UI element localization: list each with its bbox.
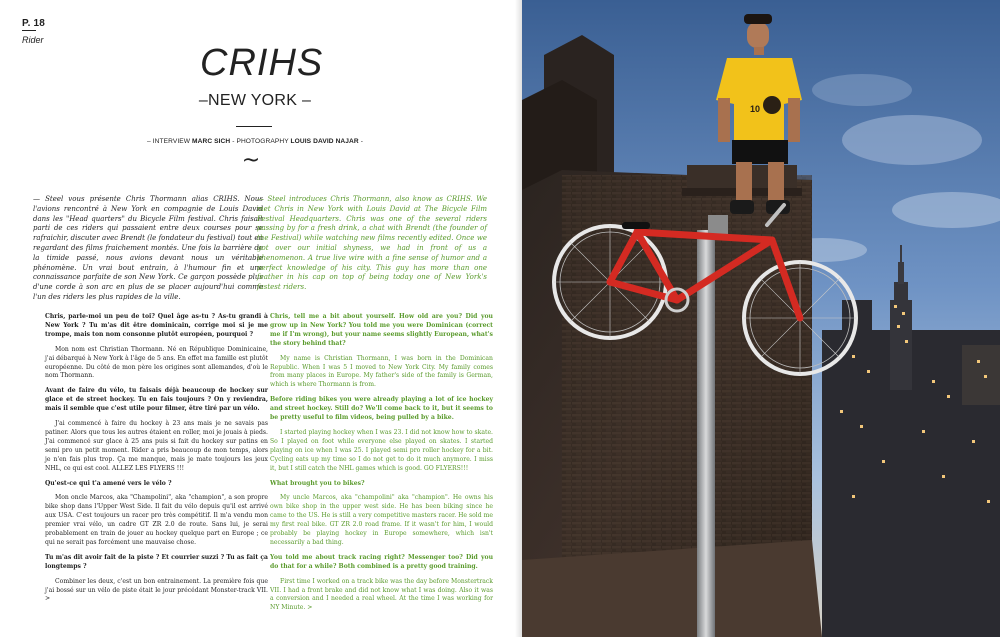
question-fr: Avant de faire du vélo, tu faisais déjà beaucoup de hockey sur glace et de street hockey. Tu en fais toujours ? On y reviendra, mais il semble que c'est utile pour filmer, être tiré par un vélo. — [45, 387, 268, 413]
article-subtitle: –NEW YORK – — [198, 92, 312, 109]
answer-fr: Mon oncle Marcos, aka "Champolini", aka "champion", a son propre bike shop dans l'Upper West Side. Il fait du vélo depuis qu'il est arrivé aux USA. C'est toujours un racer pro très compétitif. Il m'a vendu mon premier vrai vélo, un cadre GT ZR 2.0 de route. Sans lui, je serai probablement en train de jouer au hockey quelque part en Europe ; ce qui ne serait pas forcément une mauvaise chose. — [45, 494, 268, 546]
photographer-name: LOUIS DAVID NAJAR — [290, 138, 359, 145]
interview-column-english — [270, 313, 493, 619]
answer-fr: Combiner les deux, c'est un bon entrainement. La première fois que j'ai bossé sur un vélo de piste était le jour précédant Monster-track VII. > — [45, 577, 268, 603]
credit-rule — [236, 126, 272, 127]
page-fold-shadow — [515, 0, 522, 637]
answer-en: My name is Christian Thormann, I was born in the Dominican Republic. When I was 5 I moved to New York City. My family comes from many places in Europe. My father's side of the family is German, which is where Thormann is from. — [270, 354, 493, 389]
credit-interview-label: – INTERVIEW — [146, 138, 193, 145]
answer-en: My uncle Marcos, aka "champolini" aka "champion". He owns his own bike shop in the upper west side. He has been biking since he came to the US. He is still a very competitive masters racer. He sold me my first real bike. GT ZR 2.0 road frame. If it wasn't for him, I would probably be playing hockey in Europe somewhere, which isn't necessarily a bad thing. — [270, 494, 493, 546]
credit-suffix: - — [358, 138, 364, 145]
answer-en: First time I worked on a track bike was the day before Monstertrack VII. I had a front brake and did not know what I was doing. Also it was a conversion and I needed a real wheel. At the time I was working for NY Minute. > — [270, 577, 493, 612]
article-credits — [110, 138, 400, 145]
question-en: Chris, tell me a bit about yourself. How old are you? Did you grow up in New York? You told me you were Dominican (correct me if I'm wrong), but your name seems slightly European, what's the story behind that? — [270, 313, 493, 347]
question-fr: Chris, parle-moi un peu de toi? Quel âge as-tu ? As-tu grandi à New York ? Tu m'as dit être dominicain, corrige moi si je me trompe, mais ton nom consonne plutôt européen, pourquoi ? — [45, 313, 268, 338]
question-fr: Qu'est-ce qui t'a amené vers le vélo ? — [45, 479, 172, 487]
intro-english: — Steel introduces Chris Thormann, also know as CRIHS. We met Chris in New York with Louis David at The Bicycle Film Festival Headquarters. Chris was one of the several riders passing by for a fresh drink, a chat with Brendt (the founder of the Festival) while watching new films recently edited. Once we got over our initial shyness, we had in front of us a phenomenon. A true live wire with a fine sense of humor and a perfect knowledge of his city. This guy has more than one feather in his cap on top of being today one of New York's fastest riders. — [257, 195, 487, 292]
answer-fr: J'ai commencé à faire du hockey à 23 ans mais je ne savais pas patiner. Alors que tous les autres étaient en roller, moi je jouais à pieds. J'ai commencé sur glace à 25 ans puis si fait du hockey sur patins en semi pro un petit moment. Rider a pris beaucoup de mon temps, alors je n'en fais plus trop. Ça me manque, mais je mate toujours les jeux NHL, ce qui est cool. ALLEZ LES FLYERS !!! — [45, 420, 268, 472]
section-label: Rider — [22, 35, 44, 45]
question-en: What brought you to bikes? — [270, 479, 365, 487]
right-page-photo — [522, 0, 1000, 637]
interview-column-french — [45, 313, 268, 610]
question-fr: Tu m'as dit avoir fait de la piste ? Et courrier suzzi ? Tu as fait ça longtemps ? — [45, 553, 268, 570]
street-pole — [697, 230, 715, 637]
credit-photo-label: - PHOTOGRAPHY — [230, 138, 291, 145]
page-number: P. 18 — [22, 18, 46, 29]
article-title: CRIHS — [200, 42, 324, 84]
answer-fr: Mon nom est Christian Thormann. Né en République Dominicaine, j'ai débarqué à New York à l'âge de 5 ans. En effet ma famille est plutôt européenne. Du côté de mon père les origines sont allemandes, d'où le nom Thormann. — [45, 345, 268, 380]
intro-french: — Steel vous présente Chris Thormann alias CRIHS. Nous l'avions rencontré à New York en compagnie de Louis David dans les "Head quarters" du Bicycle Film festival. Chris faisait parti de ces riders qui passaient entre deux courses pour se rafraichir, discuter avec Brendt (le fondateur du festival) tout en regardant des films fraichement montés. Une fois la barrière de la timide passé, nous avions devant nous un véritable phénomène. Un vrai bout entrain, à l'humour fin et une connaissance parfaite de son New York. Ce garçon possède plus d'une corde à son arc en plus de se placer aujourd'hui comme l'un des riders les plus rapides de la ville. — [33, 195, 263, 301]
rider-rooftop-photo — [522, 0, 1000, 637]
answer-en: I started playing hockey when I was 23. I did not know how to skate. So I played on foot while everyone else played on skates. I started playing on ice when I was 25. I played semi pro roller hockey for a bit. Cycling eats up my time so I do not get to do it much anymore. I miss it, but I still catch the NHL games which is good. GO FLYERS!!! — [270, 428, 493, 472]
page-number-rule — [22, 30, 36, 31]
question-en: You told me about track racing right? Messenger too? Did you do that for a while? Both combined is a pretty good training. — [270, 553, 493, 570]
question-en: Before riding bikes you were already playing a lot of ice hockey and street hockey. Still do? We'll come back to it, but it seems to be pretty useful to film videos, being pulled by a bike. — [270, 396, 493, 422]
tilde-ornament: ~ — [241, 148, 261, 173]
shirt-print: 10 — [750, 104, 761, 114]
interviewer-name: MARC SICH — [192, 138, 231, 145]
